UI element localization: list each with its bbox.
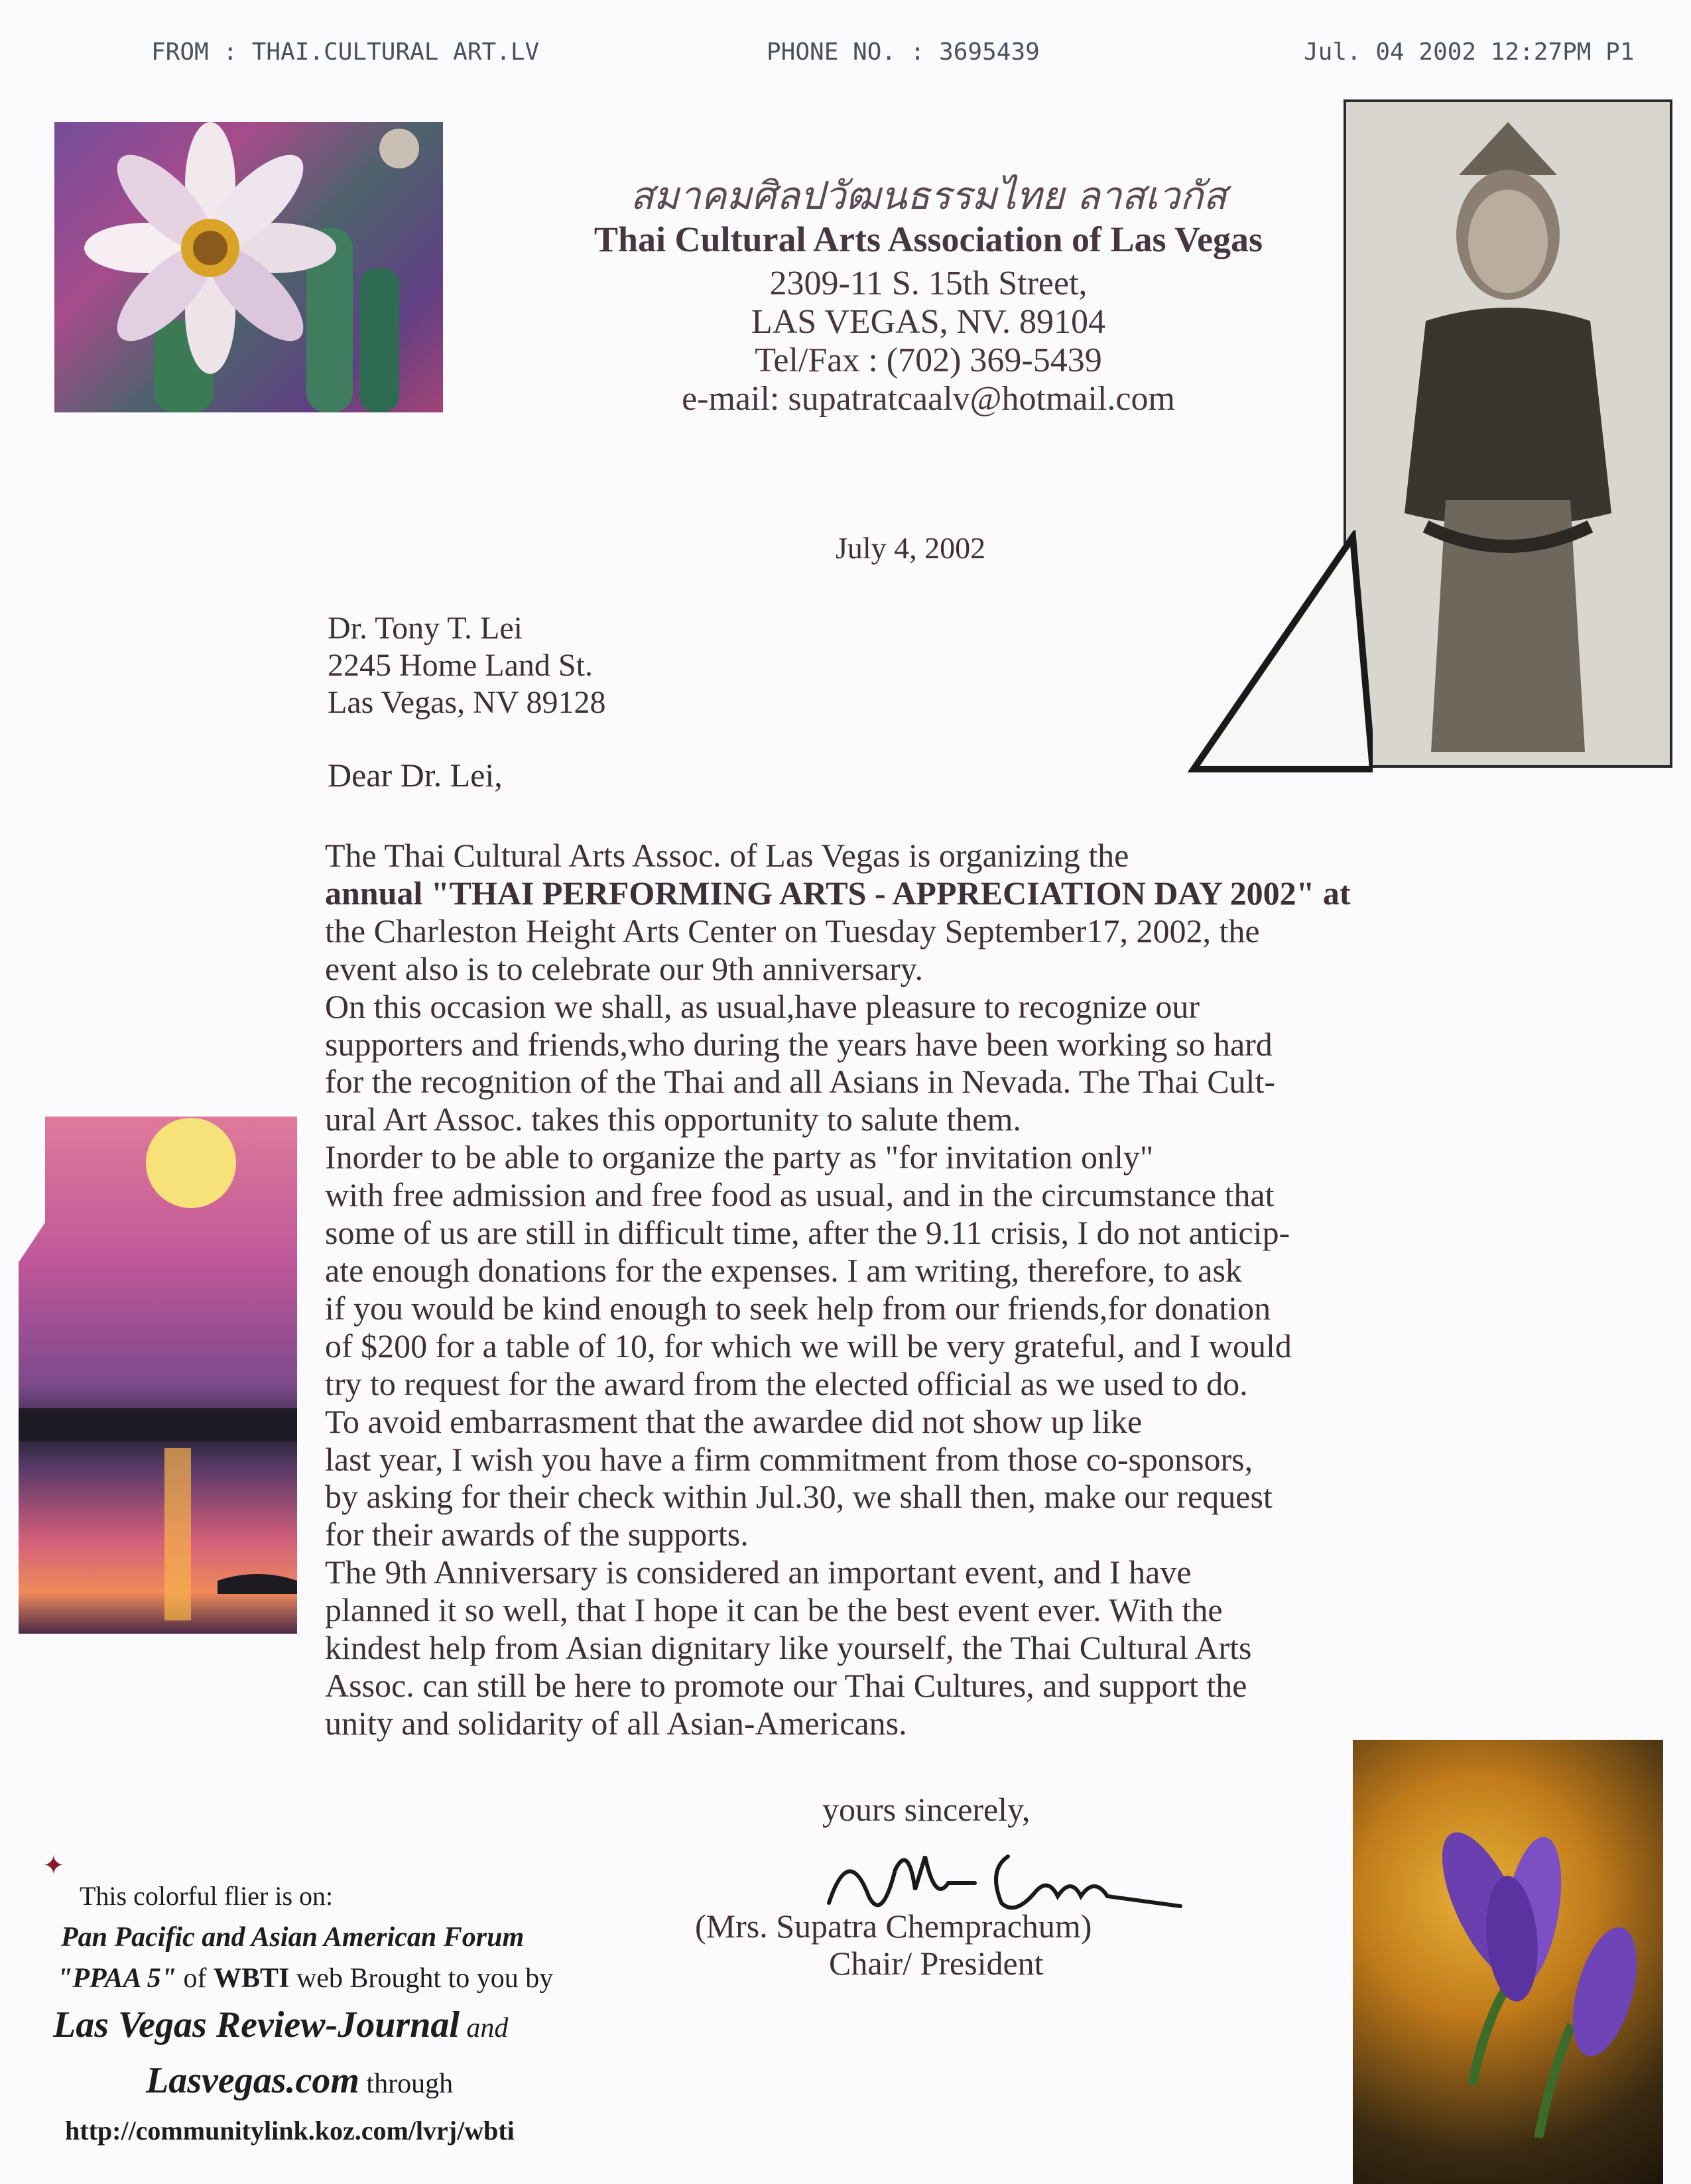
body-line: unity and solidarity of all Asian-Americans. — [325, 1704, 907, 1742]
flier-wbti: WBTI — [214, 1963, 290, 1994]
body-line: To avoid embarrasment that the awardee did not show up like — [325, 1402, 1143, 1440]
body-line: the Charleston Height Arts Center on Tuesday September17, 2002, the — [325, 912, 1260, 949]
org-city: LAS VEGAS, NV. 89104 — [751, 303, 1106, 341]
body-line: planned it so well, that I hope it can be the best event ever. With the — [325, 1591, 1223, 1629]
flier-line-2: Pan Pacific and Asian American Forum — [61, 1922, 525, 1953]
flier-lasvegas-com: Lasvegas.com — [146, 2060, 359, 2101]
signer-title: Chair/ President — [829, 1945, 1044, 1982]
flier-line-4 — [53, 2004, 508, 2046]
recipient-street: 2245 Home Land St. — [328, 648, 593, 683]
flier-lvrj: Las Vegas Review-Journal — [53, 2004, 460, 2045]
body-line: ate enough donations for the expenses. I am writing, therefore, to ask — [325, 1251, 1242, 1289]
body-line: with free admission and free food as usual, and in the circumstance that — [325, 1176, 1275, 1214]
salutation: Dear Dr. Lei, — [328, 757, 503, 794]
flier-of: of — [176, 1963, 214, 1994]
body-line: of $200 for a table of 10, for which we will be very grateful, and I would — [325, 1327, 1292, 1365]
flier-url[interactable]: http://communitylink.koz.com/lvrj/wbti — [65, 2116, 515, 2146]
body-line: for their awards of the supports. — [325, 1516, 749, 1553]
body-line: by asking for their check within Jul.30, we shall then, make our request — [325, 1478, 1273, 1516]
org-name: Thai Cultural Arts Association of Las Vegas — [594, 219, 1263, 259]
flower-painting-image — [54, 122, 443, 412]
fax-phone: PHONE NO. : 3695439 — [767, 38, 1040, 66]
signer-name: (Mrs. Supatra Chemprachum) — [695, 1908, 1092, 1945]
body-line: Inorder to be able to organize the party as "for invitation only" — [325, 1138, 1154, 1176]
body-line: Assoc. can still be here to promote our Thai Cultures, and support the — [325, 1666, 1247, 1704]
fax-from: FROM : THAI.CULTURAL ART.LV — [151, 38, 540, 66]
body-line: last year, I wish you have a firm commitment from those co-sponsors, — [325, 1440, 1253, 1478]
org-telfax: Tel/Fax : (702) 369-5439 — [755, 341, 1102, 379]
sunset-photo — [19, 1117, 297, 1634]
thai-dancer-photo — [1344, 99, 1672, 768]
body-line: some of us are still in difficult time, after the 9.11 crisis, I do not anticip- — [325, 1214, 1290, 1252]
body-line: annual "THAI PERFORMING ARTS - APPRECIATION DAY 2002" at — [325, 874, 1351, 912]
recipient-city: Las Vegas, NV 89128 — [328, 685, 606, 720]
letter-body — [325, 837, 1532, 1742]
body-line: try to request for the award from the elected official as we used to do. — [325, 1365, 1248, 1402]
body-line: The 9th Anniversary is considered an important event, and I have — [325, 1553, 1192, 1591]
body-line: if you would be kind enough to seek help from our friends,for donation — [325, 1289, 1271, 1327]
body-line: The Thai Cultural Arts Assoc. of Las Vegas is organizing the — [325, 837, 1129, 874]
flier-line-5 — [146, 2059, 453, 2102]
crocus-flower-photo — [1353, 1740, 1663, 2184]
photo-frame-cutout — [1174, 530, 1373, 782]
star-mark: ✦ — [42, 1850, 65, 1880]
org-email: e-mail: supatratcaalv@hotmail.com — [682, 380, 1175, 418]
body-line: kindest help from Asian dignitary like yourself, the Thai Cultural Arts — [325, 1629, 1252, 1667]
flier-through: through — [359, 2069, 454, 2099]
org-street: 2309-11 S. 15th Street, — [769, 265, 1088, 302]
body-line: for the recognition of the Thai and all Asians in Nevada. The Thai Cult- — [325, 1063, 1275, 1101]
valediction: yours sincerely, — [822, 1791, 1031, 1828]
flier-and: and — [459, 2013, 509, 2043]
letter-date: July 4, 2002 — [836, 531, 986, 565]
recipient-name: Dr. Tony T. Lei — [328, 611, 523, 646]
body-line: ural Art Assoc. takes this opportunity to salute them. — [325, 1101, 1021, 1138]
body-line: On this occasion we shall, as usual,have pleasure to recognize our — [325, 987, 1200, 1025]
flier-brought: web Brought to you by — [289, 1963, 554, 1994]
flier-line-3 — [57, 1963, 553, 1994]
org-thai-name: สมาคมศิลปวัฒนธรรมไทย ลาสเวกัส — [630, 173, 1227, 218]
body-line: supporters and friends,who during the years have been working so hard — [325, 1025, 1273, 1063]
flier-line-1: This colorful flier is on: — [80, 1881, 334, 1911]
body-line: event also is to celebrate our 9th anniversary. — [325, 949, 923, 987]
fax-date: Jul. 04 2002 12:27PM P1 — [1304, 38, 1635, 66]
flier-ppaa: "PPAA 5" — [57, 1963, 177, 1994]
